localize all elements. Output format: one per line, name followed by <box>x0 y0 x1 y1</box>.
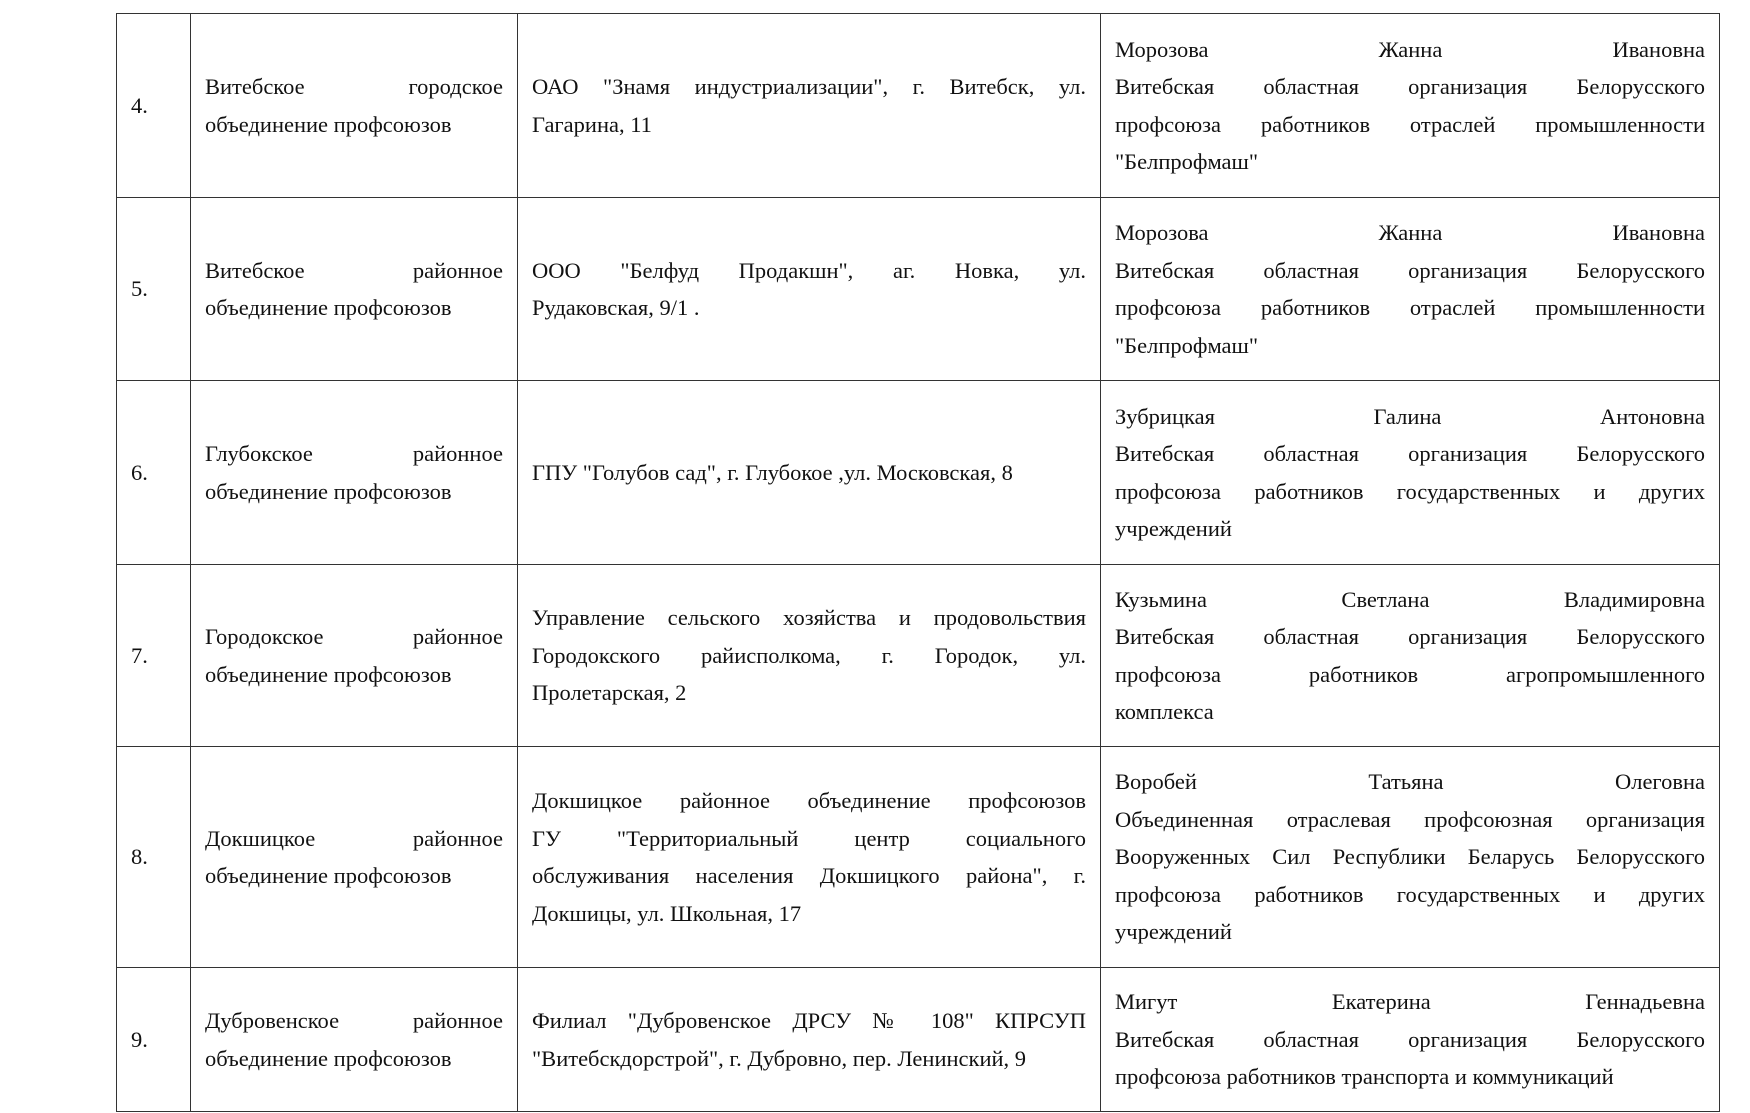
person-line: Мигут Екатерина Геннадьевна <box>1115 989 1705 1015</box>
place-line: ООО "Белфуд Продакшн", аг. Новка, ул. <box>532 257 1086 283</box>
union-organization-line: объединение профсоюзов <box>205 661 452 687</box>
person-line: Витебская областная организация Белорусского <box>1115 441 1705 466</box>
union-organization-line: Витебское городское <box>205 74 503 99</box>
person-line: Витебская областная организация Белорусского <box>1115 74 1705 99</box>
union-organization-line: Дубровенское районное <box>205 1008 503 1033</box>
person-line: "Белпрофмаш" <box>1115 332 1259 358</box>
place-line: ГУ "Территориальный центр социального <box>532 825 1086 851</box>
table-row <box>117 968 1720 1112</box>
union-organization-cell <box>191 565 518 747</box>
row-number-text: 9. <box>131 1026 148 1052</box>
union-organization-line: объединение профсоюзов <box>205 1045 452 1071</box>
person-line: профсоюза работников государственных и других <box>1115 478 1705 504</box>
person-line: Воробей Татьяна Олеговна <box>1115 769 1705 795</box>
table-body <box>117 14 1720 1112</box>
row-number <box>117 968 191 1112</box>
union-organization-line: Городокское районное <box>205 624 503 649</box>
table-row <box>117 14 1720 198</box>
place-line: Управление сельского хозяйства и продовольствия <box>532 605 1086 631</box>
place-line: Городокского райисполкома, г. Городок, ул. <box>532 642 1086 668</box>
row-number <box>117 14 191 198</box>
person-line: "Белпрофмаш" <box>1115 149 1259 174</box>
union-organization-line: объединение профсоюзов <box>205 295 452 320</box>
row-number-text: 4. <box>131 92 148 118</box>
row-number <box>117 565 191 747</box>
union-organization-cell <box>191 198 518 381</box>
place-line: "Витебскдорстрой", г. Дубровно, пер. Ленинский, 9 <box>532 1045 1027 1071</box>
union-organization-line: Витебское районное <box>205 257 503 283</box>
person-line: Витебская областная организация Белорусского <box>1115 1026 1705 1052</box>
person-line: профсоюза работников агропромышленного <box>1115 661 1705 687</box>
union-organization-cell <box>191 747 518 968</box>
person-line: Витебская областная организация Белорусского <box>1115 624 1705 649</box>
person-line: профсоюза работников отраслей промышленности <box>1115 111 1705 137</box>
union-organization-line: объединение профсоюзов <box>205 111 452 137</box>
union-organization-line: объединение профсоюзов <box>205 863 452 888</box>
union-organization-line: Глубокское районное <box>205 441 503 466</box>
person-line: учреждений <box>1115 516 1232 541</box>
place-line: ГПУ "Голубов сад", г. Глубокое ,ул. Московская, 8 <box>532 459 1013 485</box>
person-line: Объединенная отраслевая профсоюзная организация <box>1115 806 1705 832</box>
row-number-text: 7. <box>131 642 148 668</box>
place-cell <box>518 198 1101 381</box>
person-line: Витебская областная организация Белорусского <box>1115 257 1705 283</box>
table-row <box>117 381 1720 565</box>
place-line: Рудаковская, 9/1 . <box>532 295 700 320</box>
person-cell <box>1101 968 1720 1112</box>
place-cell <box>518 968 1101 1112</box>
person-line: Зубрицкая Галина Антоновна <box>1115 403 1705 429</box>
person-cell <box>1101 381 1720 565</box>
place-line: ОАО "Знамя индустриализации", г. Витебск, ул. <box>532 74 1086 99</box>
person-line: Вооруженных Сил Республики Беларусь Белорусского <box>1115 844 1705 870</box>
row-number-text: 8. <box>131 844 148 870</box>
person-cell <box>1101 565 1720 747</box>
place-cell <box>518 381 1101 565</box>
row-number <box>117 381 191 565</box>
person-line: профсоюза работников отраслей промышленности <box>1115 295 1705 320</box>
person-line: Кузьмина Светлана Владимировна <box>1115 586 1705 612</box>
place-line: Пролетарская, 2 <box>532 680 687 706</box>
place-line: Гагарина, 11 <box>532 111 652 137</box>
row-number <box>117 747 191 968</box>
table-row <box>117 747 1720 968</box>
row-number-text: 5. <box>131 276 148 302</box>
person-line: профсоюза работников государственных и других <box>1115 881 1705 907</box>
union-table <box>116 13 1720 1112</box>
person-cell <box>1101 14 1720 198</box>
union-organization-line: объединение профсоюзов <box>205 478 452 504</box>
union-organization-cell <box>191 14 518 198</box>
person-cell <box>1101 747 1720 968</box>
person-line: Морозова Жанна Ивановна <box>1115 36 1705 62</box>
place-cell <box>518 747 1101 968</box>
person-line: комплекса <box>1115 699 1214 724</box>
place-cell <box>518 14 1101 198</box>
table-row <box>117 565 1720 747</box>
place-line: Докшицкое районное объединение профсоюзов <box>532 788 1086 813</box>
place-line: обслуживания населения Докшицкого района", г. <box>532 863 1086 888</box>
union-organization-cell <box>191 381 518 565</box>
person-line: профсоюза работников транспорта и коммуникаций <box>1115 1064 1614 1090</box>
person-line: учреждений <box>1115 919 1232 945</box>
person-cell <box>1101 198 1720 381</box>
table-row <box>117 198 1720 381</box>
union-organization-line: Докшицкое районное <box>205 825 503 851</box>
place-line: Докшицы, ул. Школьная, 17 <box>532 900 802 926</box>
row-number-text: 6. <box>131 459 148 485</box>
place-cell <box>518 565 1101 747</box>
row-number <box>117 198 191 381</box>
place-line: Филиал "Дубровенское ДРСУ № 108" КПРСУП <box>532 1008 1086 1033</box>
union-organization-cell <box>191 968 518 1112</box>
person-line: Морозова Жанна Ивановна <box>1115 220 1705 245</box>
